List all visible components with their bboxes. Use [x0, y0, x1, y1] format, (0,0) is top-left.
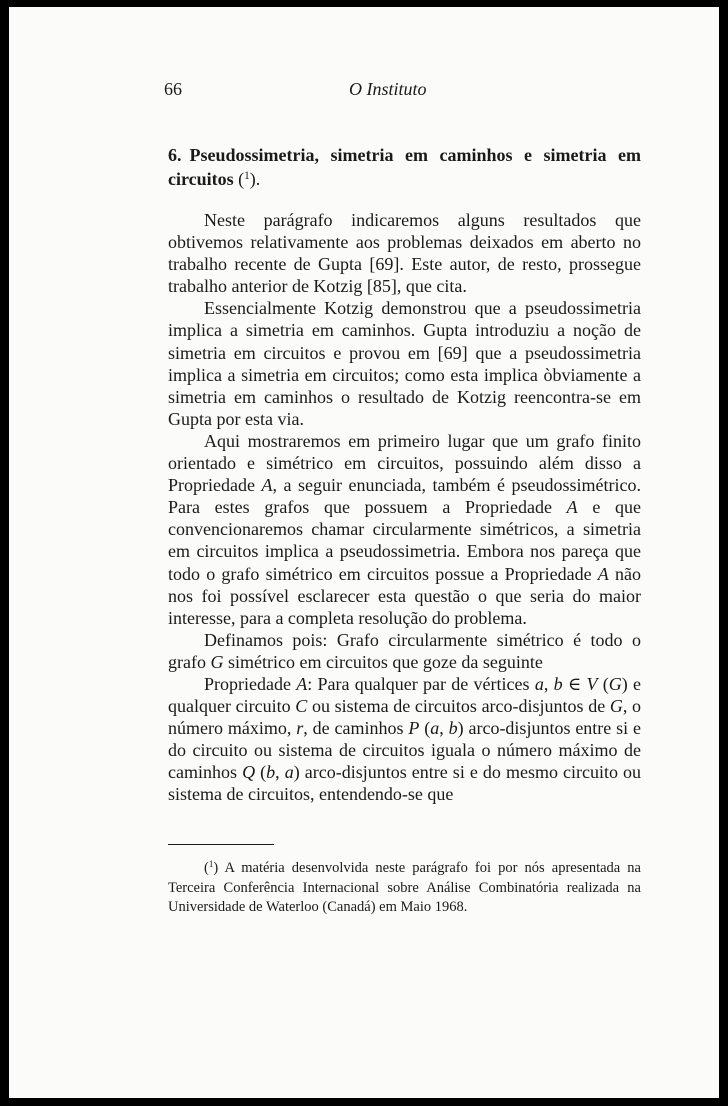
section-title: Pseudossimetria, simetria em caminhos e simetria em circuitos — [168, 145, 641, 189]
section-body — [168, 209, 641, 806]
paragraph-1: Neste parágrafo indicaremos alguns resultados que obtivemos relativamente aos problemas deixados em aberto no trabalho recente de Gupta [69]. Este autor, de resto, prossegue trabalho anterior de Kotzig [85], que cita. — [168, 210, 641, 297]
page-number: 66 — [164, 79, 182, 99]
book-page — [9, 7, 719, 1098]
paragraph-2: Essencialmente Kotzig demonstrou que a pseudossimetria implica a simetria em caminhos. Gupta introduziu a noção de simetria em circuitos e provou em [69] que a pseudossimetria implica a simetria em circuitos; como esta implica òbviamente a simetria em caminhos o resultado de Kotzig reencontra-se em Gupta por esta via. — [168, 298, 641, 429]
running-title: O Instituto — [349, 79, 427, 99]
footnote — [168, 859, 641, 918]
section-heading — [168, 143, 641, 191]
page-header — [9, 79, 719, 107]
footnote-reference: ($^1$). — [238, 169, 261, 189]
footnote-divider — [168, 844, 274, 845]
footnote-text: ($^1$) A matéria desenvolvida neste parágrafo foi por nós apresentada na Terceira Conferência Internacional sobre Análise Combinatória realizada na Universidade de Waterloo (Canadá) em Maio 1968. — [168, 859, 641, 916]
section-number: 6. — [168, 145, 182, 165]
paragraph-3: Aqui mostraremos em primeiro lugar que um grafo finito orientado e simétrico em circuitos, possuindo além disso a Propriedade A, a seguir enunciada, também é pseudossimétrico. Para estes grafos que possuem a Propriedade A e que convencionaremos chamar circularmente simétricos, a simetria em circuitos implica a pseudossimetria. Embora nos pareça que todo o grafo simétrico em circuitos possue a Propriedade A não nos foi possível esclarecer esta questão o que seria do maior interesse, para a completa resolução do problema. — [168, 430, 642, 628]
paragraph-4: Definamos pois: Grafo circularmente simétrico é todo o grafo G simétrico em circuitos que goze da seguinte — [168, 629, 641, 672]
paragraph-5-property-a: Propriedade A: Para qualquer par de vértices a, b ∈ V (G) e qualquer circuito C ou sistema de circuitos arco-disjuntos de G, o número máximo, r, de caminhos P (a, b) arco-disjuntos entre si e do circuito ou sistema de circuitos iguala o número máximo de caminhos Q (b, a) arco-disjuntos entre si e do mesmo circuito ou sistema de circuitos, entendendo-se que — [168, 673, 642, 805]
